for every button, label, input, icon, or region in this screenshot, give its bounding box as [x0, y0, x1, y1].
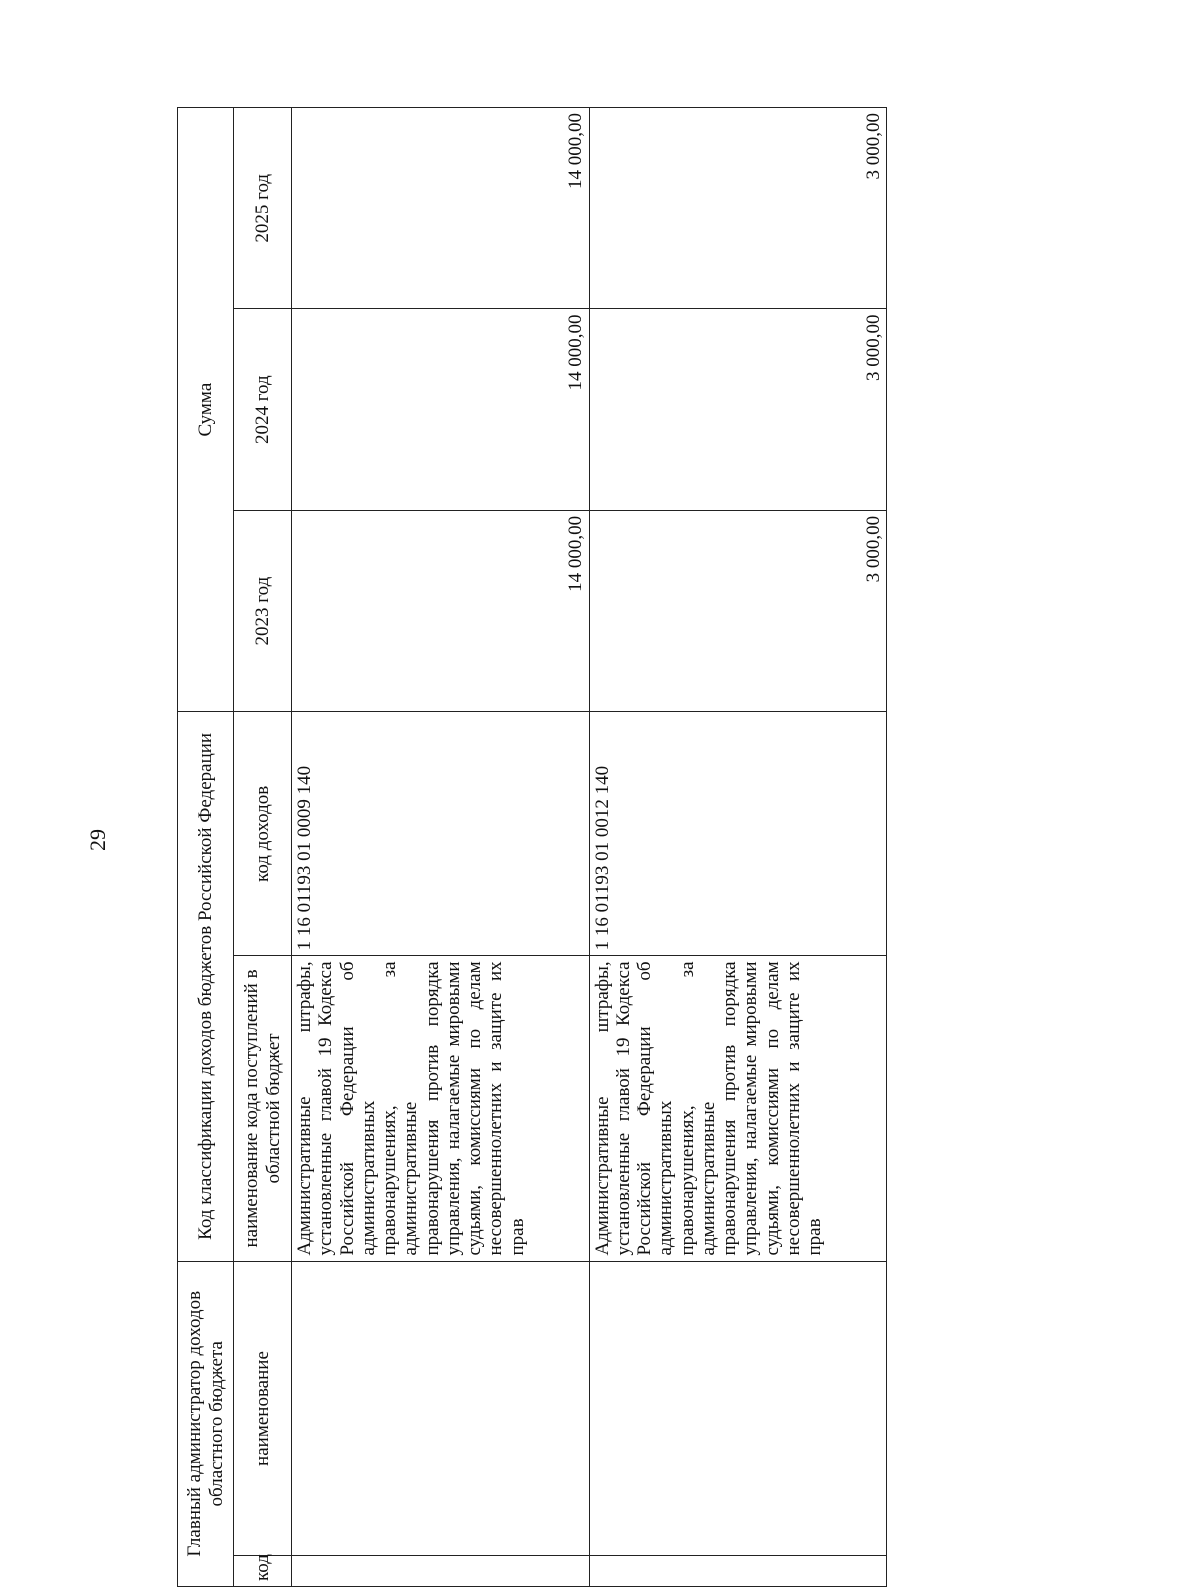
header-revenue-code: код доходов [234, 712, 292, 956]
header-name: наименование [234, 1261, 292, 1556]
budget-table-container [177, 107, 887, 1587]
header-classification-group: Код классификации доходов бюджетов Российской Федерации [178, 712, 234, 1261]
cell-revenue-name: Административные штрафы, установленные главой 19 Кодекса Российской Федерации об административных правонарушениях, за административные правонарушения против порядка управления, налагаемые мировыми судьями, комиссиями по делам несовершеннолетних и защите их прав [292, 956, 590, 1261]
cell-name [292, 1261, 590, 1556]
cell-amount-2023: 14 000,00 [292, 510, 590, 711]
budget-revenue-table [177, 107, 887, 1587]
cell-name [589, 1261, 887, 1556]
cell-amount-2023: 3 000,00 [589, 510, 887, 711]
cell-kod [589, 1556, 887, 1587]
table-row [292, 108, 590, 1587]
header-admin-group: Главный администратор доходов областного бюджета [178, 1261, 234, 1586]
header-sum-group: Сумма [178, 108, 234, 712]
cell-revenue-code: 1 16 01193 01 0012 140 [589, 712, 887, 956]
cell-amount-2025: 3 000,00 [589, 108, 887, 310]
cell-amount-2024: 3 000,00 [589, 309, 887, 510]
cell-amount-2025: 14 000,00 [292, 108, 590, 310]
header-year-2024: 2024 год [234, 309, 292, 510]
cell-revenue-code: 1 16 01193 01 0009 140 [292, 712, 590, 956]
cell-amount-2024: 14 000,00 [292, 309, 590, 510]
page-number: 29 [85, 829, 110, 851]
header-year-2025: 2025 год [234, 108, 292, 310]
header-revenue-name: наименование кода поступлений в областной бюджет [234, 956, 292, 1261]
table-row [589, 108, 887, 1587]
cell-kod [292, 1556, 590, 1587]
cell-revenue-name: Административные штрафы, установленные главой 19 Кодекса Российской Федерации об административных правонарушениях, за административные правонарушения против порядка управления, налагаемые мировыми судьями, комиссиями по делам несовершеннолетних и защите их прав [589, 956, 887, 1261]
header-year-2023: 2023 год [234, 510, 292, 711]
header-kod: код [234, 1556, 292, 1587]
